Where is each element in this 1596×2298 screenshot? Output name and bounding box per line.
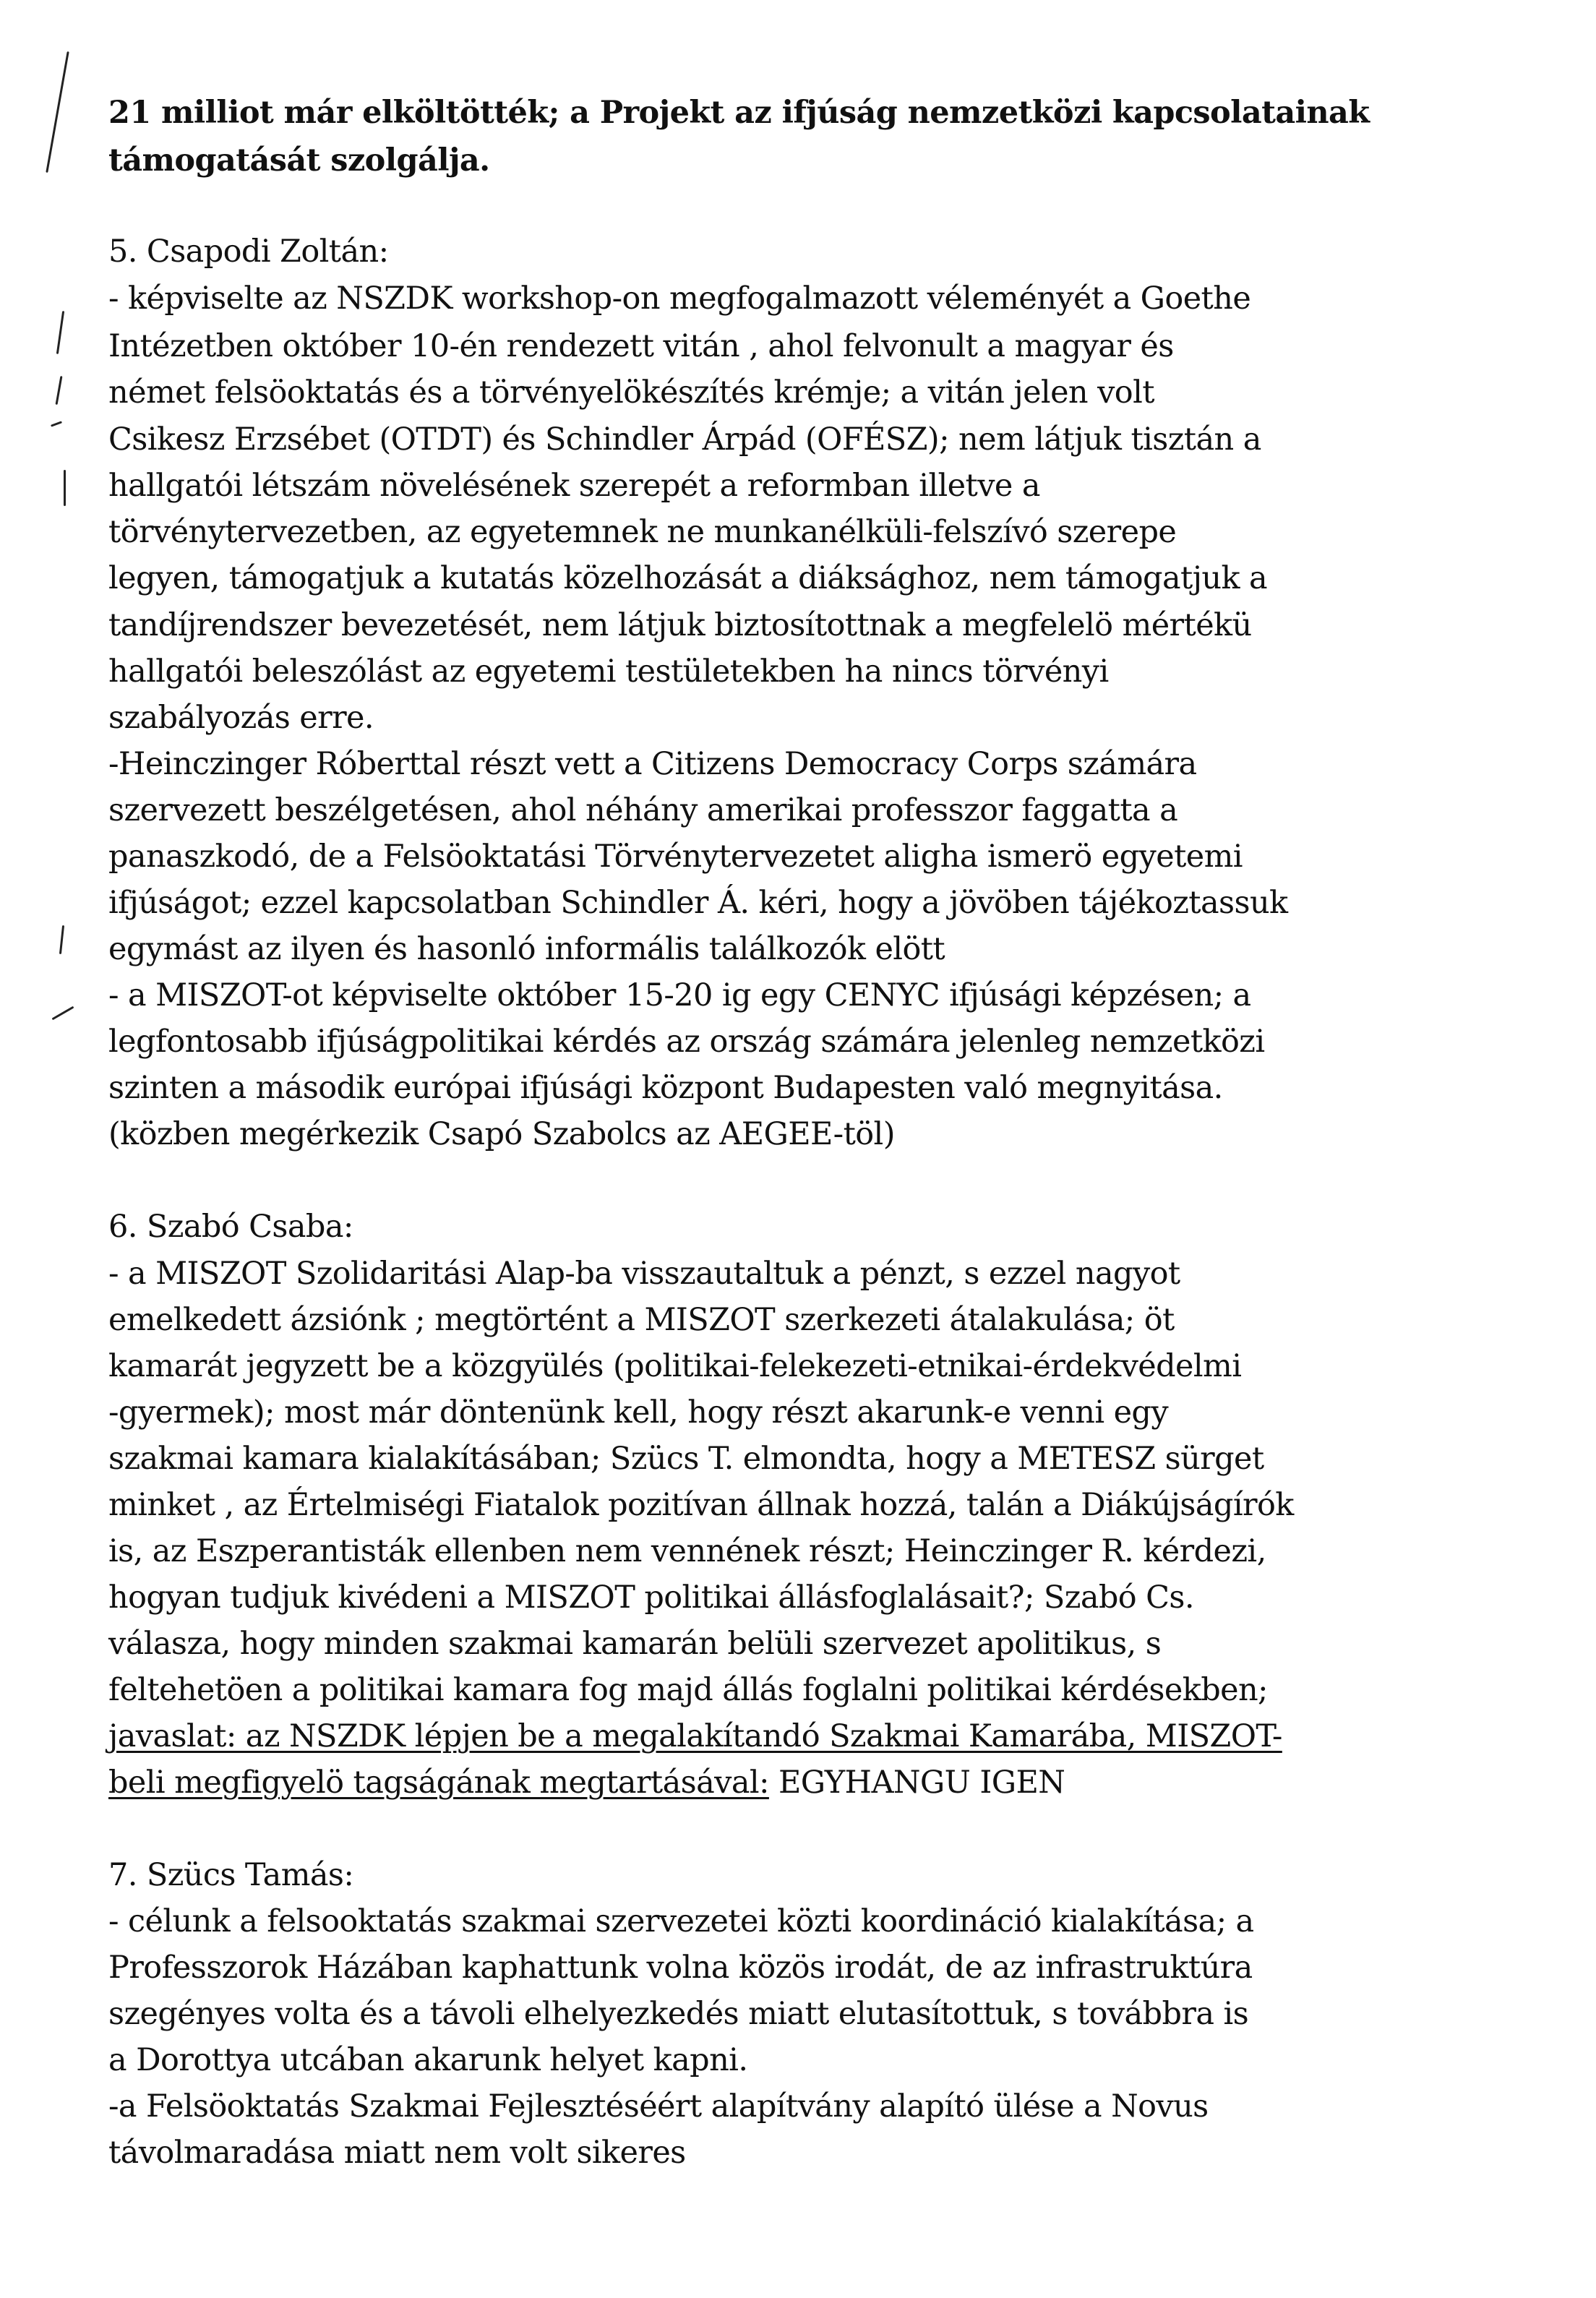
text-line: legfontosabb ifjúságpolitikai kérdés az ország számára jelenleg nemzetközi	[108, 1024, 1265, 1060]
text-line: minket , az Értelmiségi Fiatalok pozitívan állnak hozzá, talán a Diákújságírók	[108, 1487, 1294, 1523]
margin-mark	[64, 470, 66, 506]
text-line: német felsöoktatás és a törvényelökészítés krémje; a vitán jelen volt	[108, 374, 1154, 411]
text-line: szervezett beszélgetésen, ahol néhány amerikai professzor faggatta a	[108, 792, 1178, 828]
text-line: - képviselte az NSZDK workshop-on megfogalmazott véleményét a Goethe	[108, 280, 1251, 317]
text-line: is, az Eszperantisták ellenben nem vennének részt; Heinczinger R. kérdezi,	[108, 1533, 1266, 1569]
text-line: - a MISZOT-ot képviselte október 15-20 ig egy CENYC ifjúsági képzésen; a	[108, 977, 1251, 1013]
text-line: -Heinczinger Róberttal részt vett a Citizens Democracy Corps számára	[108, 746, 1197, 782]
margin-mark	[46, 51, 69, 173]
text-line: szabályozás erre.	[108, 700, 374, 736]
text-line: ifjúságot; ezzel kapcsolatban Schindler Á. kéri, hogy a jövöben tájékoztassuk	[108, 885, 1288, 921]
text-line: - a MISZOT Szolidaritási Alap-ba visszautaltuk a pénzt, s ezzel nagyot	[108, 1256, 1180, 1292]
section-heading: 7. Szücs Tamás:	[108, 1857, 354, 1893]
margin-mark	[52, 1006, 74, 1021]
proposal-line	[108, 1760, 1065, 1805]
text-line: 21 milliot már elköltötték; a Projekt az ifjúság nemzetközi kapcsolatainak	[108, 95, 1370, 131]
text-line: tandíjrendszer bevezetését, nem látjuk biztosítottnak a megfelelö mértékü	[108, 607, 1252, 643]
margin-mark	[59, 925, 64, 954]
text-line: -gyermek); most már döntenünk kell, hogy részt akarunk-e venni egy	[108, 1394, 1169, 1431]
text-line: Intézetben október 10-én rendezett vitán , ahol felvonult a magyar és	[108, 328, 1174, 364]
text-line: a Dorottya utcában akarunk helyet kapni.	[108, 2042, 748, 2078]
text-line: szegényes volta és a távoli elhelyezkedés miatt elutasítottuk, s továbbra is	[108, 1996, 1249, 2032]
text-line: legyen, támogatjuk a kutatás közelhozását a diáksághoz, nem támogatjuk a	[108, 560, 1268, 596]
text-line: (közben megérkezik Csapó Szabolcs az AEGEE-töl)	[108, 1116, 895, 1152]
text-line: válasza, hogy minden szakmai kamarán belüli szervezet apolitikus, s	[108, 1626, 1162, 1662]
proposal-line: javaslat: az NSZDK lépjen be a megalakítandó Szakmai Kamarába, MISZOT-	[108, 1718, 1282, 1754]
text-line: -a Felsöoktatás Szakmai Fejlesztéséért alapítvány alapító ülése a Novus	[108, 2088, 1209, 2125]
text-line: hallgatói beleszólást az egyetemi testületekben ha nincs törvényi	[108, 653, 1109, 690]
margin-mark	[56, 376, 63, 405]
text-line: hallgatói létszám növelésének szerepét a reformban illetve a	[108, 468, 1040, 504]
text-line: támogatását szolgálja.	[108, 142, 490, 179]
section-heading: 6. Szabó Csaba:	[108, 1209, 353, 1245]
margin-mark	[56, 311, 64, 354]
text-line: egymást az ilyen és hasonló informális találkozók elött	[108, 931, 945, 967]
text-line: szinten a második európai ifjúsági központ Budapesten való megnyitása.	[108, 1070, 1223, 1106]
text-line: feltehetöen a politikai kamara fog majd állás foglalni politikai kérdésekben;	[108, 1672, 1268, 1708]
text-line: törvénytervezetben, az egyetemnek ne munkanélküli-felszívó szerepe	[108, 514, 1177, 550]
vote-result: EGYHANGU IGEN	[768, 1765, 1065, 1801]
text-line: kamarát jegyzett be a közgyülés (politikai-felekezeti-etnikai-érdekvédelmi	[108, 1348, 1242, 1384]
text-line: szakmai kamara kialakításában; Szücs T. elmondta, hogy a METESZ sürget	[108, 1441, 1264, 1477]
proposal-text: beli megfigyelö tagságának megtartásával:	[108, 1765, 769, 1801]
text-line: - célunk a felsooktatás szakmai szervezetei közti koordináció kialakítása; a	[108, 1903, 1254, 1939]
text-line: távolmaradása miatt nem volt sikeres	[108, 2135, 686, 2171]
text-line: Csikesz Erzsébet (OTDT) és Schindler Árpád (OFÉSZ); nem látjuk tisztán a	[108, 421, 1261, 458]
text-line: panaszkodó, de a Felsöoktatási Törvénytervezetet aligha ismerö egyetemi	[108, 839, 1243, 875]
section-heading: 5. Csapodi Zoltán:	[108, 233, 389, 270]
text-line: emelkedett ázsiónk ; megtörtént a MISZOT szerkezeti átalakulása; öt	[108, 1302, 1175, 1338]
text-line: hogyan tudjuk kivédeni a MISZOT politikai állásfoglalásait?; Szabó Cs.	[108, 1579, 1194, 1616]
text-line: Professzorok Házában kaphattunk volna közös irodát, de az infrastruktúra	[108, 1950, 1253, 1986]
margin-mark	[51, 421, 62, 426]
